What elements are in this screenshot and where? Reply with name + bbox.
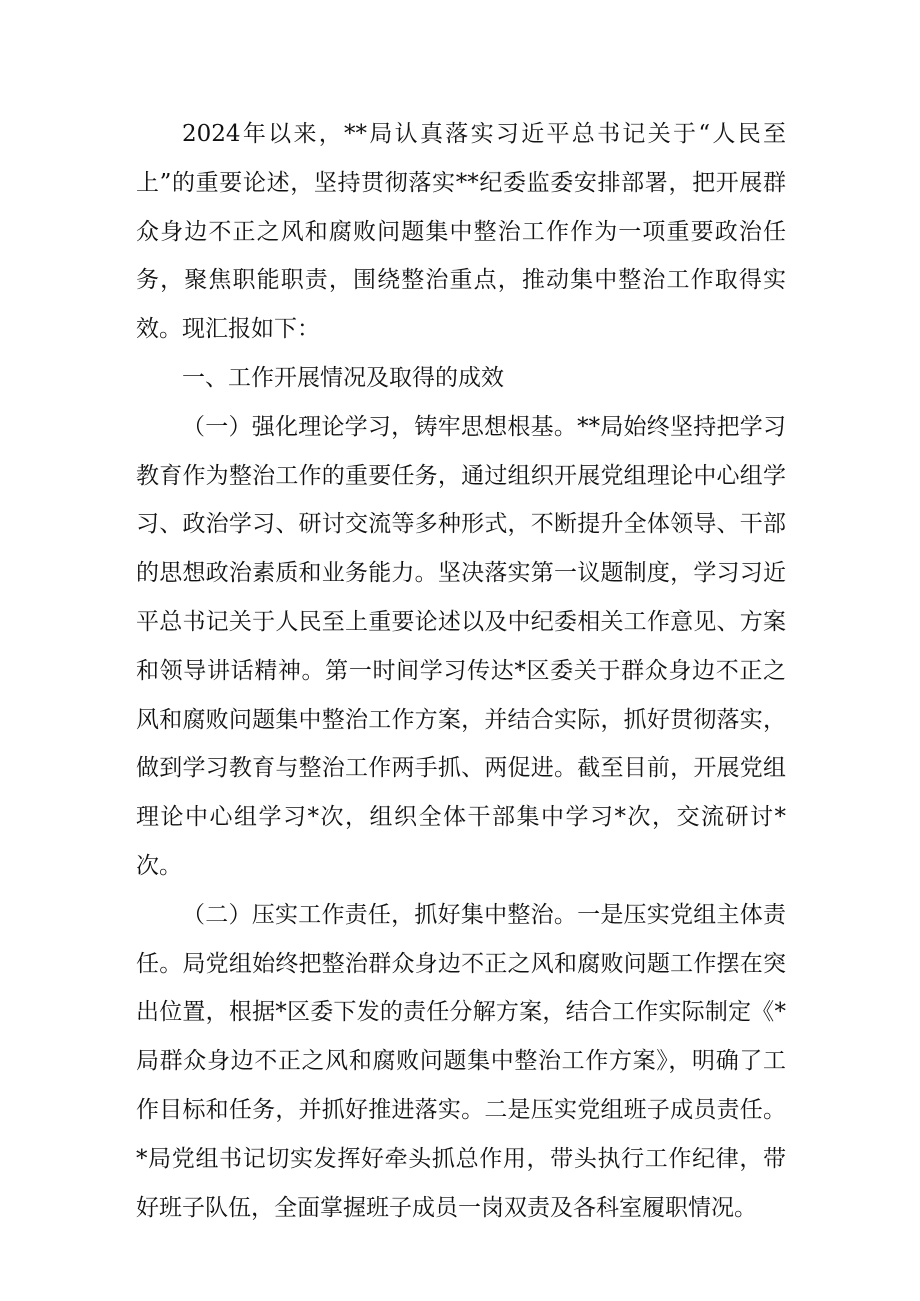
paragraph-theory-study: （一）强化理论学习，铸牢思想根基。**局始终坚持把学习教育作为整治工作的重要任务，通过组织开展党组理论中心组学习、政治学习、研讨交流等多种形式，不断提升全体领导、干部的思想政治素质和业务能力。坚决落实第一议题制度，学习习近平总书记关于人民至上重要论述以及中纪委相关工作意见、方案和领导讲话精神。第一时间学习传达*区委关于群众身边不正之风和腐败问题集中整治工作方案，并结合实际，抓好贯彻落实，做到学习教育与整治工作两手抓、两促进。截至目前，开展党组理论中心组学习*次，组织全体干部集中学习*次，交流研讨*次。: [136, 413, 786, 879]
paragraph-responsibility: （二）压实工作责任，抓好集中整治。一是压实党组主体责任。局党组始终把整治群众身边不正之风和腐败问题工作摆在突出位置，根据*区委下发的责任分解方案，结合工作实际制定《*局群众身边不正之风和腐败问题集中整治工作方案》，明确了工作目标和任务，并抓好推进落实。二是压实党组班子成员责任。*局党组书记切实发挥好牵头抓总作用，带头执行工作纪律，带好班子队伍，全面掌握班子成员一岗双责及各科室履职情况。: [136, 901, 786, 1221]
document-body: [136, 110, 786, 1232]
section-heading: 一、工作开展情况及取得的成效: [182, 364, 504, 391]
intro-paragraph: 2024年以来，**局认真落实习近平总书记关于“人民至上”的重要论述，坚持贯彻落实**纪委监委安排部署，把开展群众身边不正之风和腐败问题集中整治工作作为一项重要政治任务，聚焦职能职责，围绕整治重点，推动集中整治工作取得实效。现汇报如下：: [136, 121, 786, 343]
